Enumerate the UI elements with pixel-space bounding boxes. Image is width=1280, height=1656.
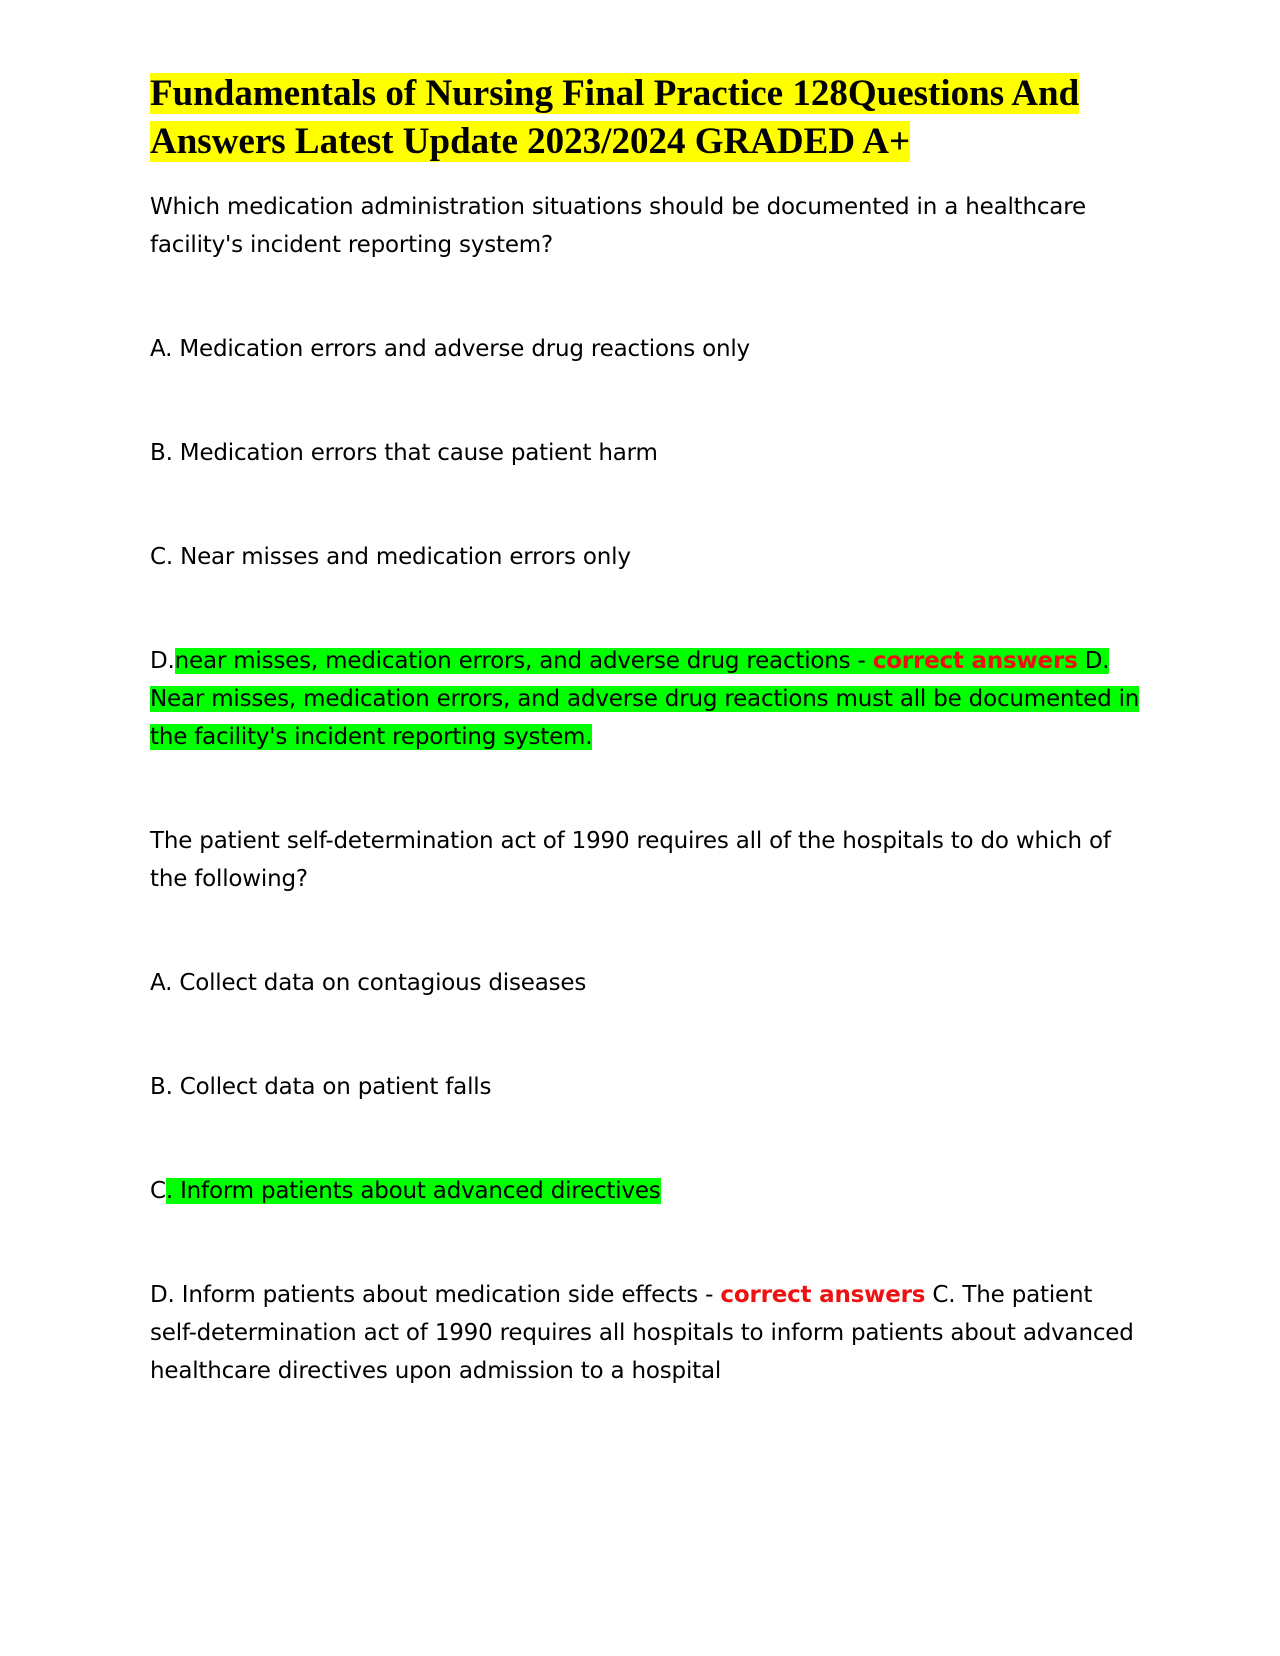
- question-2-option-b: B. Collect data on patient falls: [150, 1074, 492, 1100]
- question-2-option-c-text: . Inform patients about advanced directives: [165, 1178, 661, 1204]
- question-2-text: The patient self-determination act of 1990 requires all of the hospitals to do which of the following?: [150, 828, 1111, 892]
- document-title: [150, 70, 1140, 166]
- question-2-option-d-text: D. Inform patients about medication side effects -: [150, 1282, 721, 1308]
- document-page: [150, 70, 1140, 1390]
- question-2-option-c: [150, 1172, 1140, 1210]
- question-1-text: Which medication administration situations should be documented in a healthcare facility's incident reporting system?: [150, 194, 1086, 258]
- question-1-correct-answer: [150, 648, 1139, 750]
- question-2-option-a: A. Collect data on contagious diseases: [150, 970, 587, 996]
- question-2-option-c-prefix: C: [150, 1178, 166, 1204]
- question-2-option-d: [150, 1276, 1140, 1390]
- question-1-option-a: A. Medication errors and adverse drug reactions only: [150, 336, 750, 362]
- document-title-text: Fundamentals of Nursing Final Practice 128Questions And Answers Latest Update 2023/2024 GRADED A+: [150, 73, 1080, 162]
- question-1-correct-label: correct answers: [872, 648, 1078, 674]
- question-2-correct-label: correct answers: [720, 1282, 926, 1308]
- question-2-rationale: C. The patient self-determination act of 1990 requires all hospitals to inform patients about advanced healthcare directives upon admission to a hospital: [150, 1282, 1134, 1384]
- question-1-option-d-prefix: D.: [150, 648, 175, 674]
- question-1-rationale: D. Near misses, medication errors, and adverse drug reactions must all be documented in the facility's incident reporting system.: [150, 648, 1140, 750]
- question-1-option-b: B. Medication errors that cause patient harm: [150, 440, 658, 466]
- question-1-option-c: C. Near misses and medication errors only: [150, 544, 631, 570]
- question-1-option-d: [150, 642, 1140, 756]
- question-1-option-d-text: near misses, medication errors, and adverse drug reactions -: [174, 648, 873, 674]
